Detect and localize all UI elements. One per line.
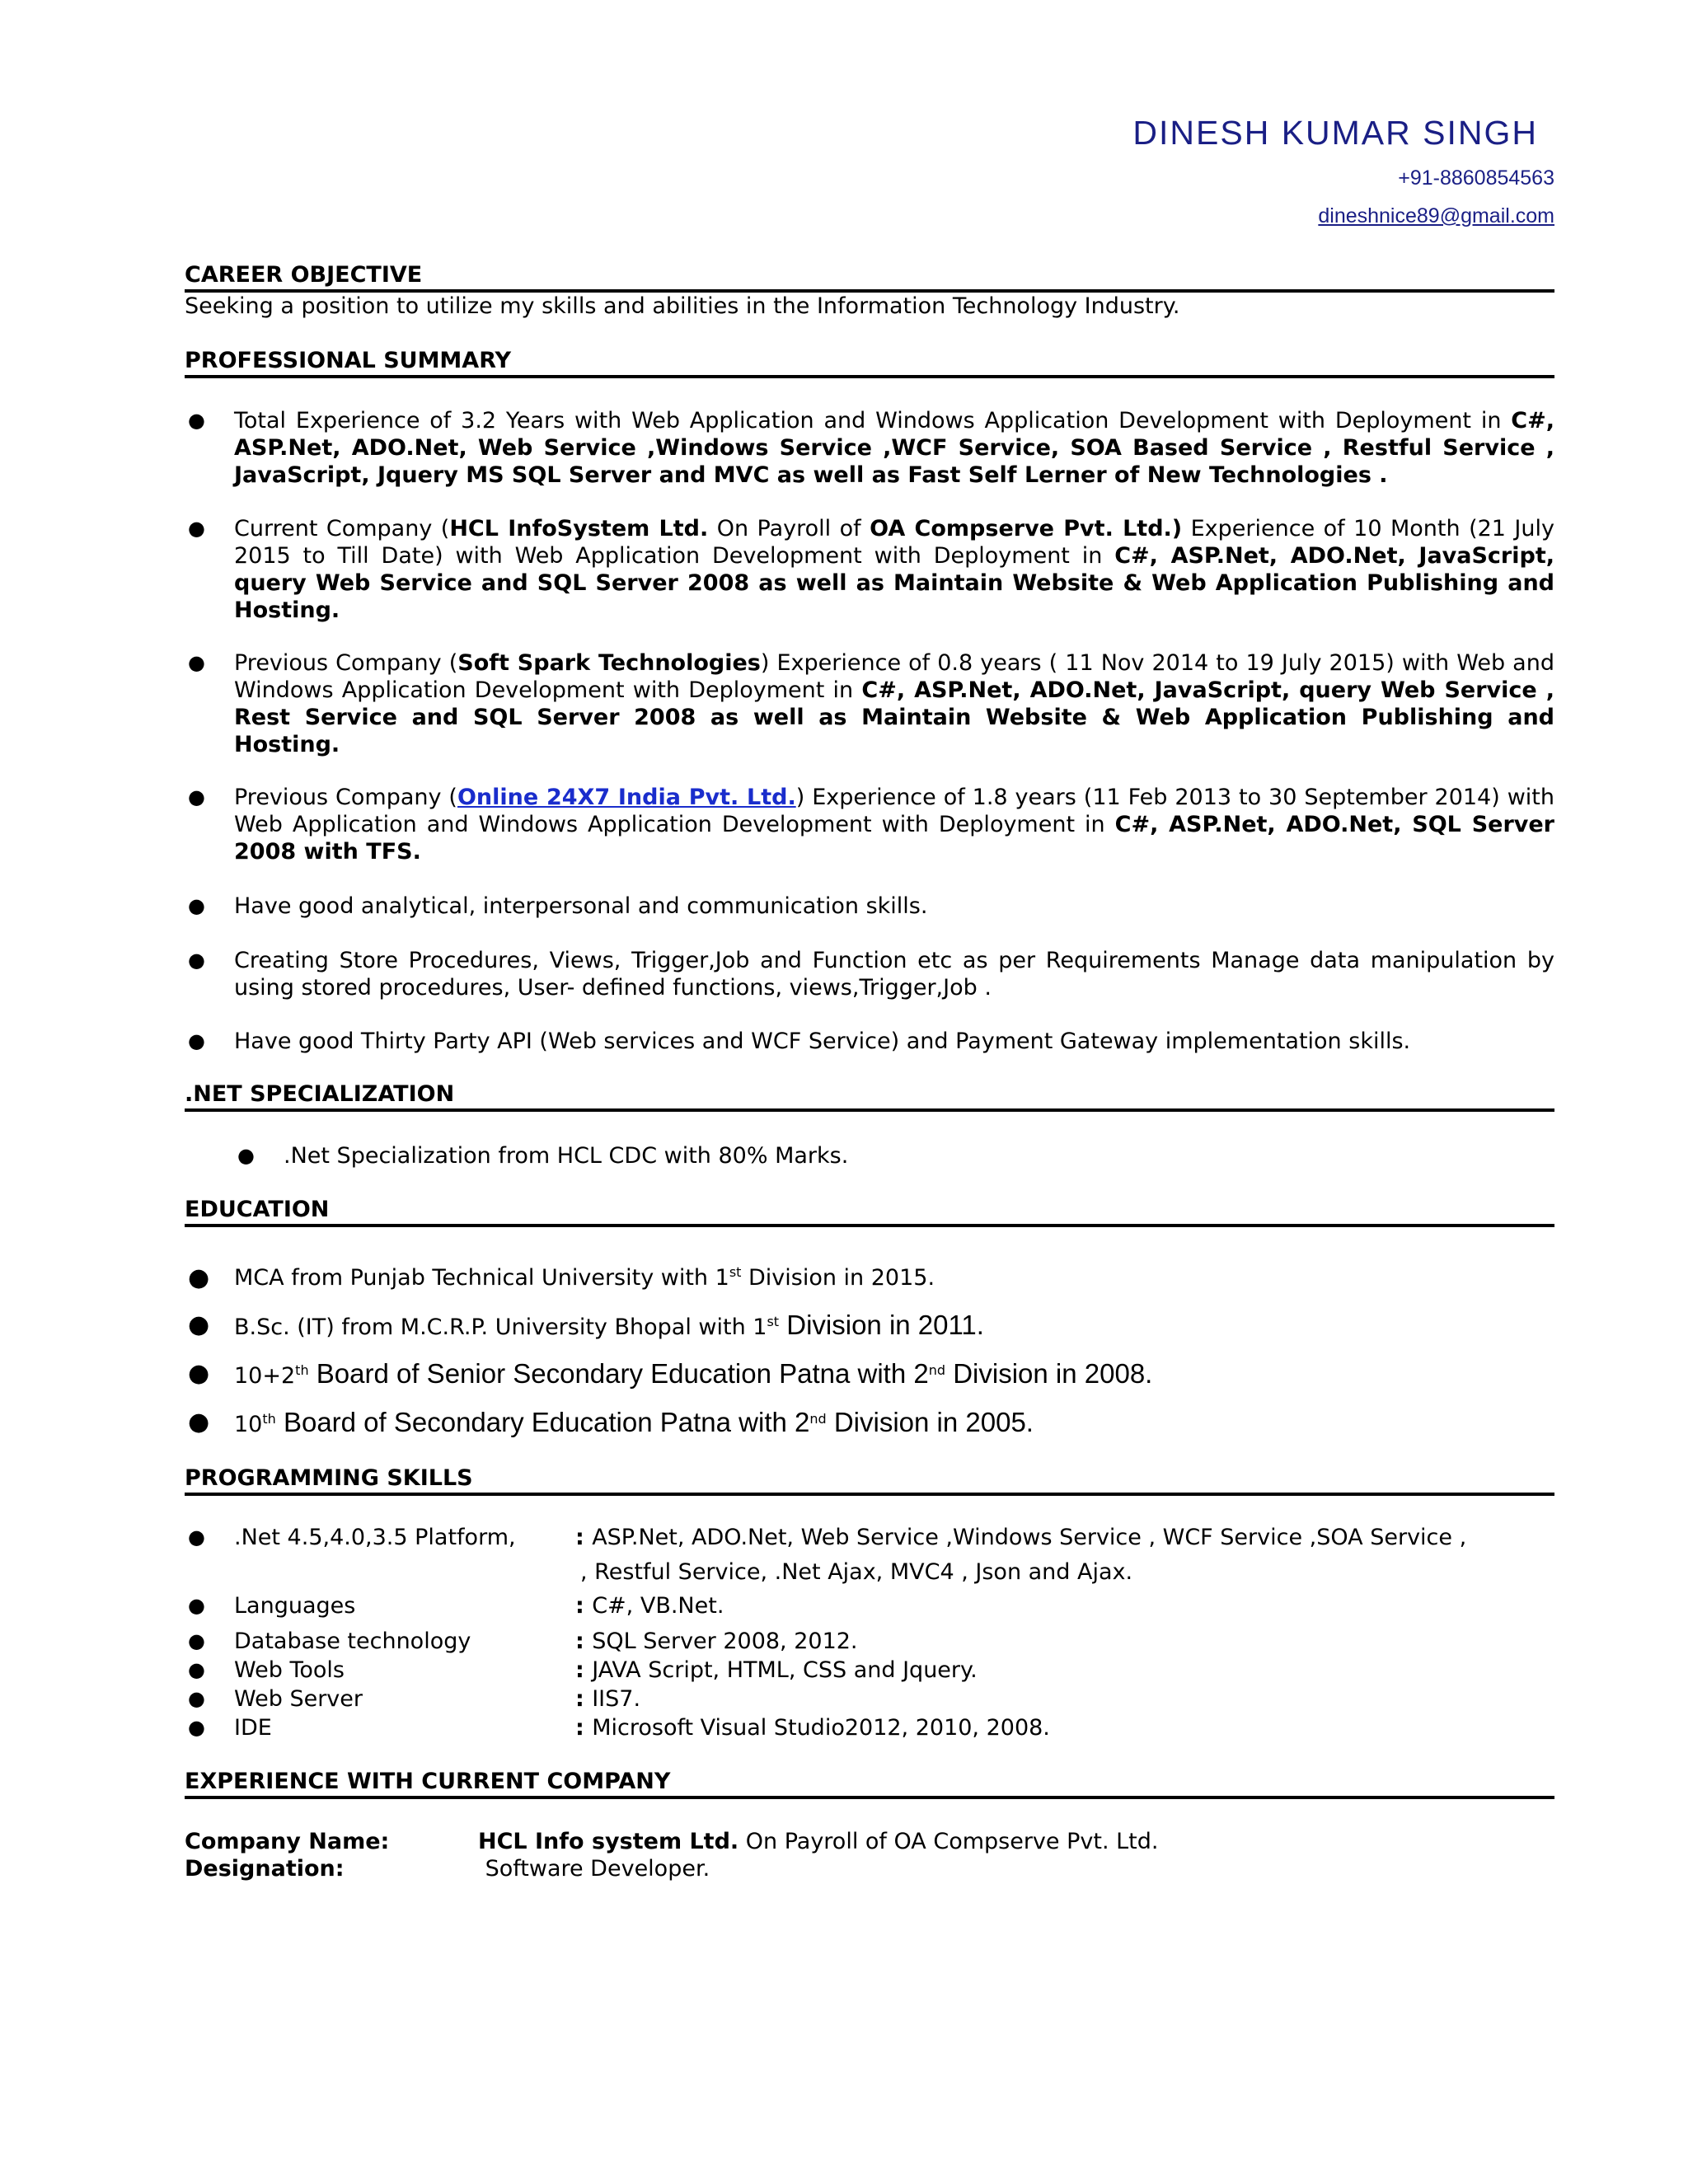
professional-summary-section: [185, 348, 1554, 378]
list-item: ● MCA from Punjab Technical University with 1st Division in 2015.: [188, 1263, 935, 1292]
career-objective-section: [185, 262, 1554, 320]
summary-list: [185, 784, 1554, 865]
bullet-icon: ●: [188, 1408, 210, 1436]
education-list: [185, 1360, 1554, 1390]
email-link[interactable]: dineshnice89@gmail.com: [1318, 204, 1554, 227]
skill-label: Languages: [234, 1593, 356, 1619]
company-name-value: HCL Info system Ltd. On Payroll of OA Compserve Pvt. Ltd.: [478, 1829, 1159, 1854]
skill-value: : C#, VB.Net.: [575, 1593, 724, 1619]
programming-skills-section: [185, 1465, 1554, 1496]
list-item: ● Have good Thirty Party API (Web services and WCF Service) and Payment Gateway implementation skills.: [188, 1029, 1411, 1054]
bullet-icon: ●: [188, 1029, 205, 1052]
summary-list: [185, 947, 1554, 1001]
bullet-icon: ●: [188, 409, 205, 432]
skill-label: Web Tools: [234, 1657, 345, 1683]
skill-value: : JAVA Script, HTML, CSS and Jquery.: [575, 1657, 978, 1683]
specialization-list: [185, 1142, 1554, 1169]
bullet-icon: ●: [188, 1658, 205, 1681]
bullet-icon: ●: [188, 1263, 210, 1292]
current-company-section: [185, 1769, 1554, 1799]
skills-table: [185, 1523, 1554, 1746]
bullet-icon: ●: [188, 1526, 205, 1549]
skill-label: Web Server: [234, 1686, 363, 1712]
bullet-icon: ●: [188, 1629, 205, 1652]
skill-label: .Net 4.5,4.0,3.5 Platform,: [234, 1525, 516, 1550]
list-item: ● Current Company (HCL InfoSystem Ltd. On Payroll of OA Compserve Pvt. Ltd.) Experience of 10 Month (21 July 2015 to Till Date) with Web Application Development with Deployment in C#, ASP.Net, ADO.Net, JavaScript, query Web Service and SQL Server 2008 as well as Maintain Website & Web Application Publishing and Hosting.: [188, 516, 1554, 623]
bullet-icon: ●: [188, 1359, 210, 1388]
education-section: [185, 1197, 1554, 1227]
objective-text: Seeking a position to utilize my skills and abilities in the Information Technology Industry.: [185, 293, 1180, 319]
designation-label: Designation:: [185, 1856, 345, 1882]
bullet-icon: ●: [188, 1687, 205, 1710]
company-link[interactable]: Online 24X7 India Pvt. Ltd.: [457, 785, 796, 810]
bullet-icon: ●: [237, 1144, 255, 1167]
skill-label: Database technology: [234, 1629, 471, 1654]
list-item: ● B.Sc. (IT) from M.C.R.P. University Bhopal with 1st Division in 2011.: [188, 1310, 984, 1340]
candidate-name: DINESH KUMAR SINGH: [1132, 114, 1538, 152]
company-details: [185, 1828, 1554, 1882]
list-item: ● Previous Company (Soft Spark Technologies) Experience of 0.8 years ( 11 Nov 2014 to 19 July 2015) with Web and Windows Application Development with Deployment in C#, ASP.Net, ADO.Net, JavaScript, query Web Service , Rest Service and SQL Server 2008 as well as Maintain Website & Web Application Publishing and Hosting.: [188, 650, 1554, 757]
education-list: [185, 1408, 1554, 1438]
skill-value: : SQL Server 2008, 2012.: [575, 1629, 858, 1654]
company-name-row: [185, 1828, 1554, 1855]
section-title: .NET SPECIALIZATION: [185, 1081, 1554, 1112]
list-item: ● Creating Store Procedures, Views, Trigger,Job and Function etc as per Requirements Manage data manipulation by using stored procedures, User- defined functions, views,Trigger,Job .: [188, 948, 1554, 1001]
list-item: ● Have good analytical, interpersonal and communication skills.: [188, 893, 928, 919]
section-title: EXPERIENCE WITH CURRENT COMPANY: [185, 1769, 1554, 1799]
education-list: [185, 1311, 1554, 1341]
skill-value: : Microsoft Visual Studio2012, 2010, 2008.: [575, 1715, 1050, 1741]
section-title: CAREER OBJECTIVE: [185, 262, 1554, 293]
list-item: ● 10th Board of Secondary Education Patna with 2nd Division in 2005.: [188, 1407, 1034, 1437]
summary-list: [185, 407, 1554, 488]
summary-list: [185, 1028, 1554, 1055]
list-item: ● Previous Company (Online 24X7 India Pvt. Ltd.) Experience of 1.8 years (11 Feb 2013 to 30 September 2014) with Web Application and Windows Application Development with Deployment in C#, ASP.Net, ADO.Net, SQL Server 2008 with TFS.: [188, 785, 1554, 865]
designation-row: [185, 1855, 1554, 1882]
summary-list: [185, 649, 1554, 758]
list-item: ● Total Experience of 3.2 Years with Web Application and Windows Application Development with Deployment in C#, ASP.Net, ADO.Net, Web Service ,Windows Service ,WCF Service, SOA Based Service , Restful Service , JavaScript, Jquery MS SQL Server and MVC as well as Fast Self Lerner of New Technologies .: [188, 408, 1554, 488]
skill-value: , Restful Service, .Net Ajax, MVC4 , Json and Ajax.: [580, 1559, 1133, 1585]
skill-label: IDE: [234, 1715, 272, 1741]
section-title: PROFESSIONAL SUMMARY: [185, 348, 1554, 378]
section-title: EDUCATION: [185, 1197, 1554, 1227]
bullet-icon: ●: [188, 1310, 210, 1339]
net-specialization-section: [185, 1081, 1554, 1112]
bullet-icon: ●: [188, 894, 205, 917]
skill-value: : ASP.Net, ADO.Net, Web Service ,Windows Service , WCF Service ,SOA Service ,: [575, 1525, 1467, 1550]
section-title: PROGRAMMING SKILLS: [185, 1465, 1554, 1496]
company-name-label: Company Name:: [185, 1829, 390, 1854]
education-list: [185, 1264, 1554, 1291]
phone-number: +91-8860854563: [1398, 166, 1554, 190]
bullet-icon: ●: [188, 517, 205, 540]
bullet-icon: ●: [188, 1716, 205, 1739]
list-item: ● 10+2th Board of Senior Secondary Education Patna with 2nd Division in 2008.: [188, 1358, 1153, 1389]
bullet-icon: ●: [188, 949, 205, 972]
bullet-icon: ●: [188, 1594, 205, 1617]
bullet-icon: ●: [188, 651, 205, 674]
list-item: ● .Net Specialization from HCL CDC with 80% Marks.: [237, 1143, 849, 1169]
summary-list: [185, 893, 1554, 920]
designation-value: Software Developer.: [478, 1856, 710, 1882]
bullet-icon: ●: [188, 785, 205, 808]
summary-list: [185, 515, 1554, 624]
skill-value: : IIS7.: [575, 1686, 641, 1712]
